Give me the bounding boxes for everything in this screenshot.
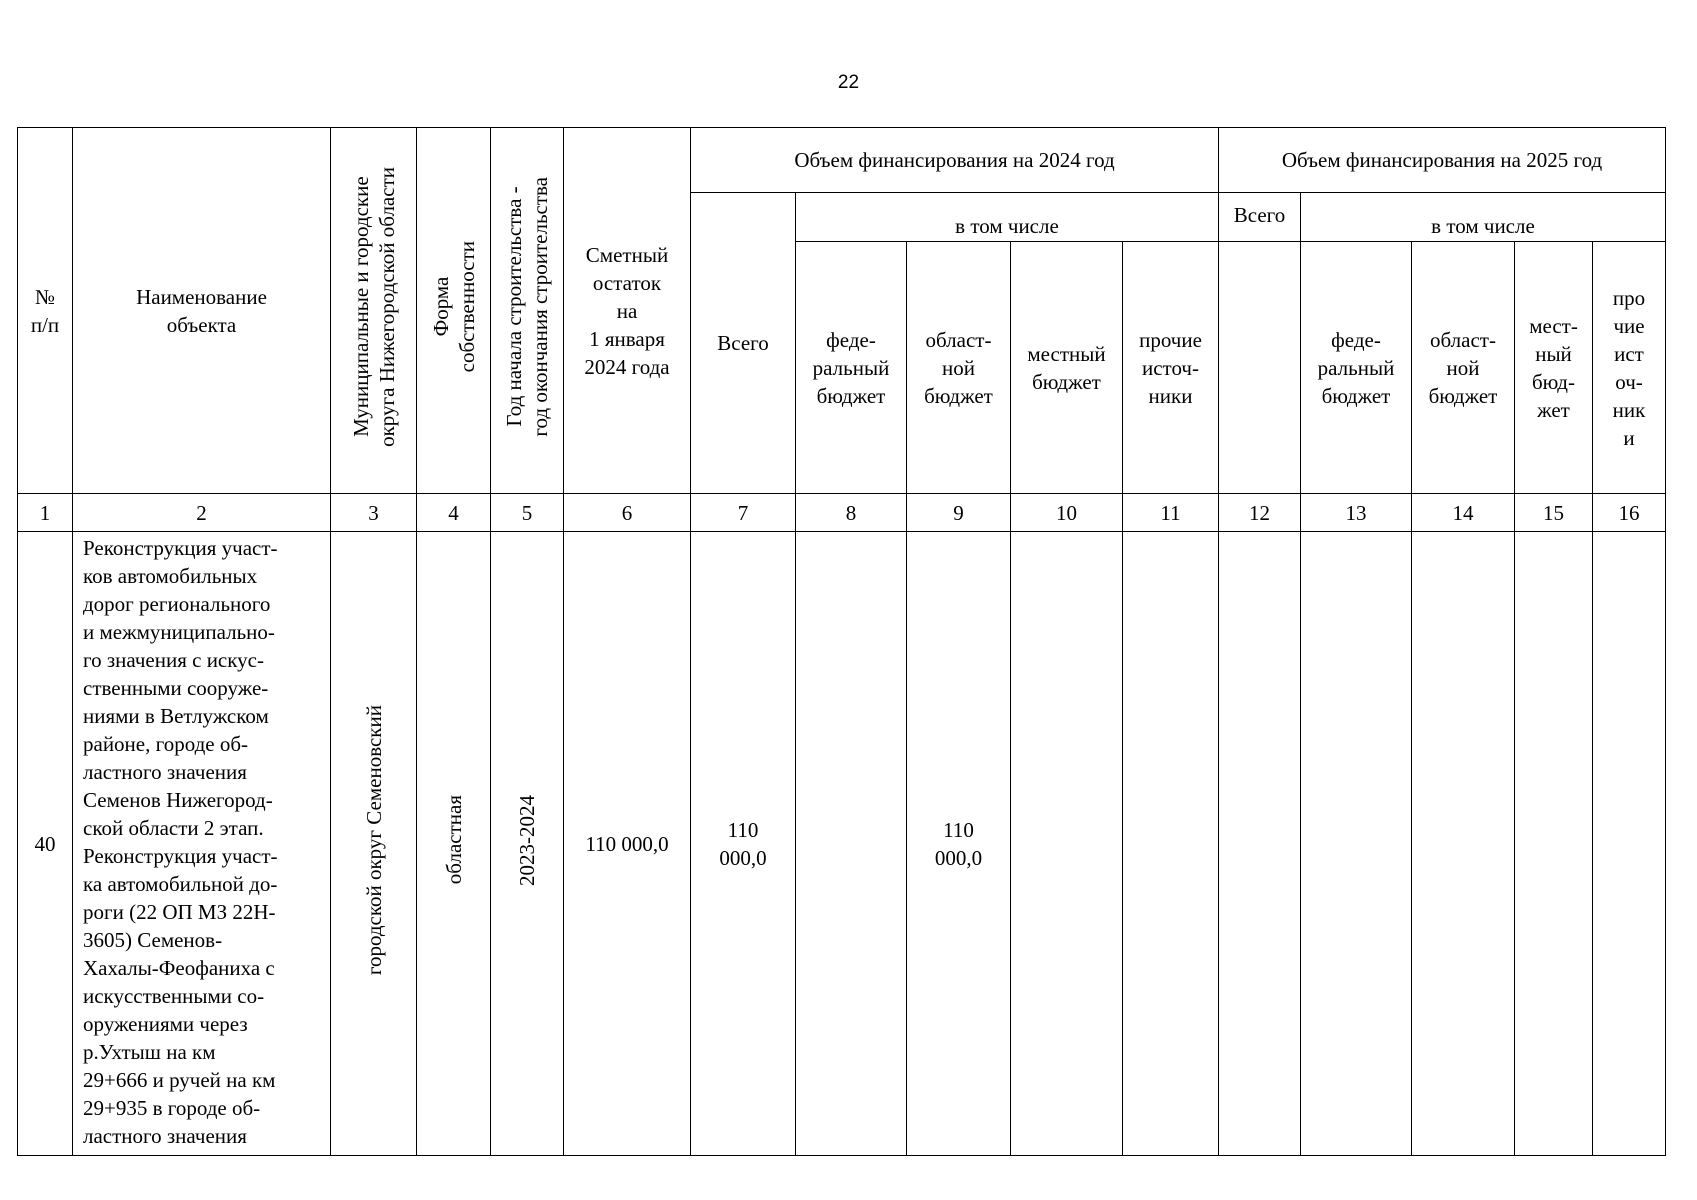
column-number: 3 xyxy=(331,494,417,532)
header-local-2025: мест- ный бюд- жет xyxy=(1515,242,1593,494)
row-fed-2025 xyxy=(1301,532,1412,1156)
row-years-text: 2023-2024 xyxy=(515,794,539,886)
column-number: 9 xyxy=(907,494,1011,532)
header-including-2025: в том числе xyxy=(1301,193,1666,242)
header-years xyxy=(491,128,564,494)
header-funding-2025: Объем финансирования на 2025 год xyxy=(1219,128,1666,193)
row-estimate: 110 000,0 xyxy=(564,532,691,1156)
header-num: № п/п xyxy=(18,128,73,494)
row-local-2024 xyxy=(1011,532,1123,1156)
row-reg-2024: 110 000,0 xyxy=(907,532,1011,1156)
column-number: 12 xyxy=(1219,494,1301,532)
header-reg-2024: област- ной бюджет xyxy=(907,242,1011,494)
header-other-2025: про чие ист оч- ник и xyxy=(1593,242,1666,494)
column-number: 5 xyxy=(491,494,564,532)
row-total-2025 xyxy=(1219,532,1301,1156)
header-total-2024: Всего xyxy=(691,193,796,494)
column-number: 7 xyxy=(691,494,796,532)
column-number: 8 xyxy=(796,494,907,532)
row-ownership-text: областная xyxy=(441,795,466,885)
header-other-2024: прочие источ- ники xyxy=(1123,242,1219,494)
header-reg-2025: област- ной бюджет xyxy=(1412,242,1515,494)
header-local-2024: местный бюджет xyxy=(1011,242,1123,494)
column-number: 13 xyxy=(1301,494,1412,532)
header-ownership-text: Форма собственности xyxy=(428,241,479,373)
column-number: 4 xyxy=(417,494,491,532)
column-number: 6 xyxy=(564,494,691,532)
row-ownership xyxy=(417,532,491,1156)
column-number: 11 xyxy=(1123,494,1219,532)
row-other-2025 xyxy=(1593,532,1666,1156)
table-row xyxy=(18,532,1666,1156)
column-numbers-row xyxy=(18,494,1666,532)
header-ownership xyxy=(417,128,491,494)
header-years-text: Год начала строительства - год окончания строительства xyxy=(502,177,552,437)
row-municipal xyxy=(331,532,417,1156)
header-funding-2024: Объем финансирования на 2024 год xyxy=(691,128,1219,193)
column-number: 16 xyxy=(1593,494,1666,532)
header-empty-2025 xyxy=(1219,242,1301,494)
header-including-2024: в том числе xyxy=(796,193,1219,242)
header-municipal-text: Муниципальные и городские округа Нижегородской области xyxy=(348,167,399,447)
header-total-2025: Всего xyxy=(1219,193,1301,242)
row-object-name: Реконструкция участ- ков автомобильных дорог регионального и межмуниципально- го значения с искус- ственными сооруже- ниями в Ветлужском районе, городе об- ластного значения Семенов Нижегород- ской области 2 этап. Реконструкция участ- ка автомобильной до- роги (22 ОП МЗ 22Н- 3605) Семенов- Хахалы-Феофаниха с искусственными со- оружениями через р.Ухтыш на км 29+666 и ручей на км 29+935 в городе об- ластного значения xyxy=(73,532,331,1156)
header-name: Наименование объекта xyxy=(73,128,331,494)
column-number: 1 xyxy=(18,494,73,532)
column-number: 15 xyxy=(1515,494,1593,532)
column-number: 2 xyxy=(73,494,331,532)
column-number: 14 xyxy=(1412,494,1515,532)
row-reg-2025 xyxy=(1412,532,1515,1156)
row-num: 40 xyxy=(18,532,73,1156)
row-municipal-text: городской округ Семеновский xyxy=(361,704,386,976)
page-number: 22 xyxy=(837,72,860,93)
row-years xyxy=(491,532,564,1156)
header-municipal xyxy=(331,128,417,494)
header-fed-2024: феде- ральный бюджет xyxy=(796,242,907,494)
header-fed-2025: феде- ральный бюджет xyxy=(1301,242,1412,494)
row-fed-2024 xyxy=(796,532,907,1156)
column-number: 10 xyxy=(1011,494,1123,532)
row-other-2024 xyxy=(1123,532,1219,1156)
header-estimate: Сметный остаток на 1 января 2024 года xyxy=(564,128,691,494)
financing-table xyxy=(17,127,1666,1156)
row-total-2024: 110 000,0 xyxy=(691,532,796,1156)
row-local-2025 xyxy=(1515,532,1593,1156)
